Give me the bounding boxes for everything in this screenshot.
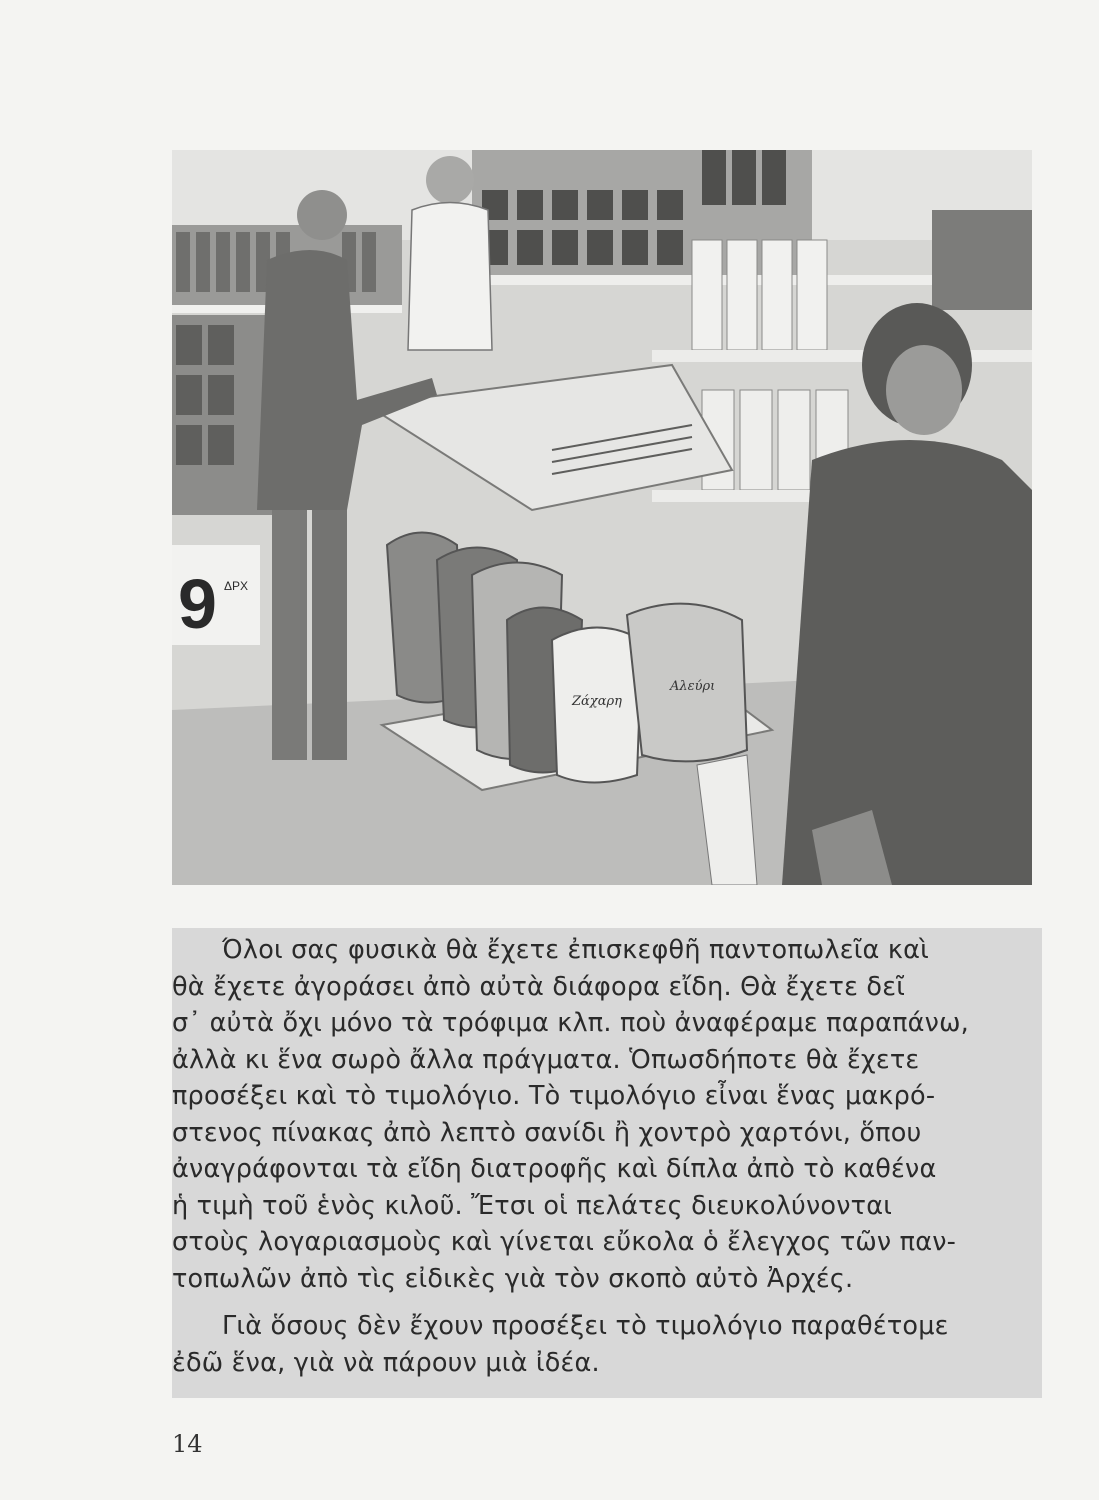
text-line: θὰ ἔχετε ἀγοράσει ἀπὸ αὐτὰ διάφορα εἴδη. Θὰ ἔχετε δεῖ [172,971,906,1002]
page-number: 14 [172,1430,203,1458]
text-line: ἀλλὰ κι ἕνα σωρὸ ἄλλα πράγματα. Ὁπωσδήποτε θὰ ἔχετε [172,1044,920,1075]
text-line: ἐδῶ ἕνα, γιὰ νὰ πάρουν μιὰ ἰδέα. [172,1347,600,1378]
text-line: Όλοι σας φυσικὰ θὰ ἔχετε ἐπισκεφθῆ παντοπωλεῖα καὶ [222,935,929,965]
text-line: ἀναγράφονται τὰ εἴδη διατροφῆς καὶ δίπλα ἀπὸ τὸ καθένα [172,1154,937,1184]
grocery-store-painting [172,150,1032,885]
text-line: προσέξει καὶ τὸ τιμολόγιο. Τὸ τιμολόγιο εἶναι ἕνας μακρό- [172,1081,936,1111]
text-line: τοπωλῶν ἀπὸ τὶς εἰδικὲς γιὰ τὸν σκοπὸ αὐτὸ Ἀρχές. [172,1263,854,1294]
text-line: στενος πίνακας ἀπὸ λεπτὸ σανίδι ἢ χοντρὸ χαρτόνι, ὅπου [172,1117,922,1148]
body-text-block [172,928,1042,1398]
sack-label-flour: Αλεύρι [670,679,716,694]
text-line: Γιὰ ὅσους δὲν ἔχουν προσέξει τὸ τιμολόγιο παραθέτομε [222,1311,949,1341]
text-line: σ᾽ αὐτὰ ὄχι μόνο τὰ τρόφιμα κλπ. ποὺ ἀναφέραμε παραπάνω, [172,1008,969,1038]
sack-label-sugar: Ζάχαρη [572,694,622,709]
grocery-store-illustration [172,150,1032,885]
price-sign-currency: ΔΡΧ [224,579,249,593]
text-line: στοὺς λογαριασμοὺς καὶ γίνεται εὔκολα ὁ ἔλεγχος τῶν παν- [172,1227,957,1257]
text-line: ἡ τιμὴ τοῦ ἑνὸς κιλοῦ. Ἔτσι οἱ πελάτες διευκολύνονται [172,1190,893,1221]
paragraph-2 [172,1308,1044,1381]
price-sign-number: 9 [178,565,217,643]
paragraph-1 [172,928,1042,1297]
